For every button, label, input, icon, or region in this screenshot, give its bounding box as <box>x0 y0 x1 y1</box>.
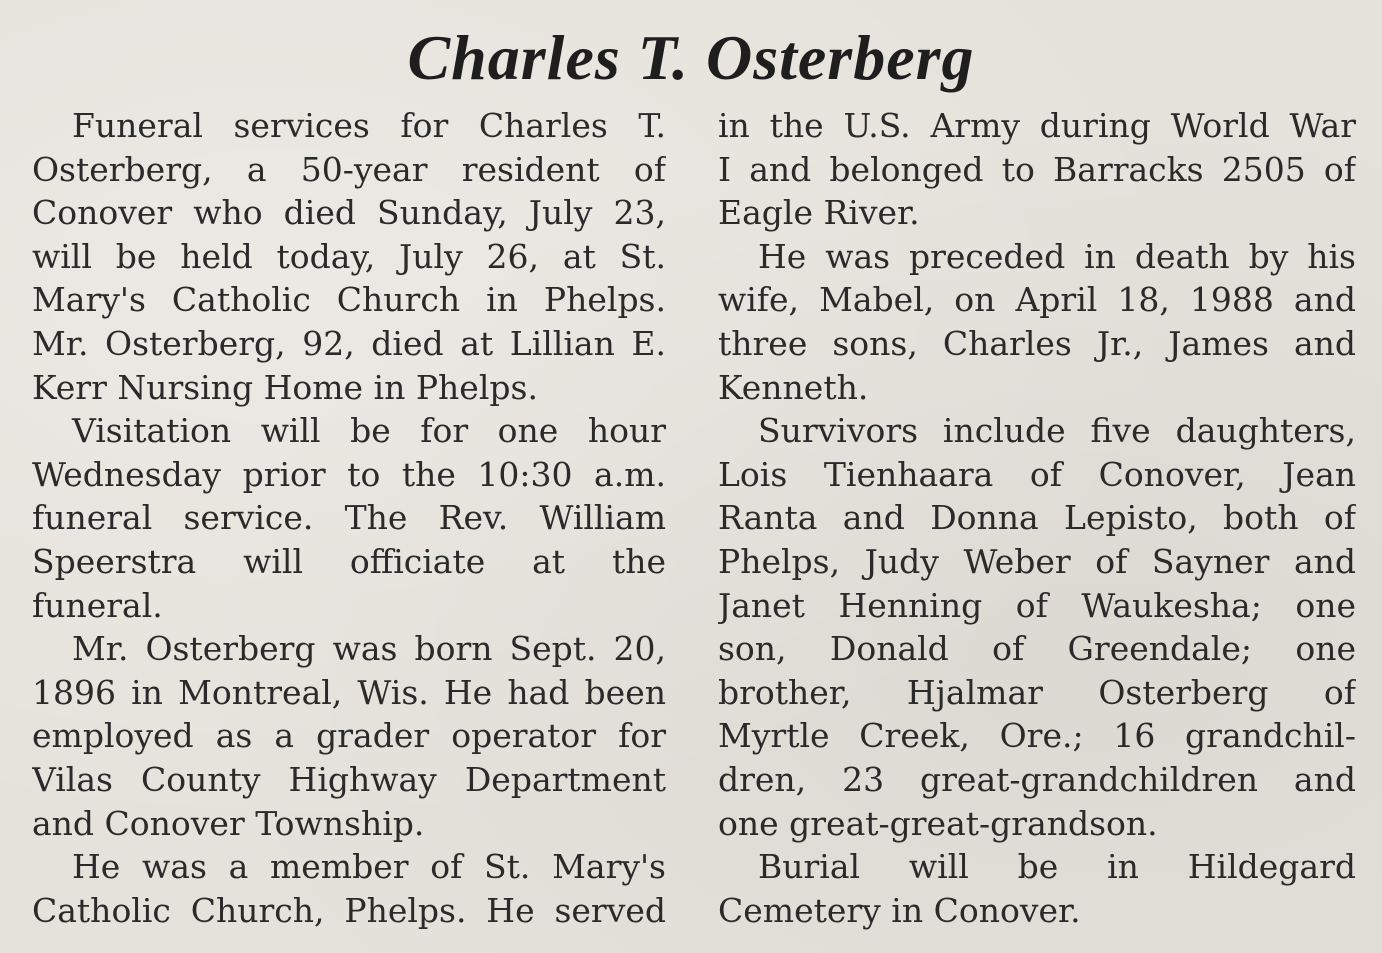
left-column-line: 1896 in Montreal, Wis. He had been <box>32 672 666 712</box>
right-column-line: dren, 23 great-grandchildren and <box>718 759 1356 799</box>
left-column-line: Mary's Catholic Church in Phelps. <box>32 280 666 320</box>
left-column-line: Osterberg, a 50-year resident of <box>32 149 666 189</box>
right-column-line: Burial will be in Hildegard <box>758 847 1356 887</box>
left-column-line: Kerr Nursing Home in Phelps. <box>32 367 538 407</box>
right-column-line: Ranta and Donna Lepisto, both of <box>718 498 1356 538</box>
right-column-line: Myrtle Creek, Ore.; 16 grandchil- <box>718 716 1356 756</box>
right-column <box>718 104 1356 932</box>
right-column-line: three sons, Charles Jr., James and <box>718 323 1356 363</box>
left-column-line: Visitation will be for one hour <box>72 411 666 451</box>
right-column-line: one great-great-grandson. <box>718 803 1158 843</box>
right-column-line: son, Donald of Greendale; one <box>718 629 1356 669</box>
left-column-line: and Conover Township. <box>32 803 425 843</box>
left-column-line: will be held today, July 26, at St. <box>32 236 666 276</box>
right-column-line: brother, Hjalmar Osterberg of <box>718 672 1356 712</box>
left-column-line: Speerstra will officiate at the <box>32 541 666 581</box>
left-column-line: funeral. <box>32 585 163 625</box>
left-column-line: Mr. Osterberg was born Sept. 20, <box>72 629 666 669</box>
left-column-line: Mr. Osterberg, 92, died at Lillian E. <box>32 323 666 363</box>
left-column-line: funeral service. The Rev. William <box>32 498 666 538</box>
left-column <box>32 104 666 932</box>
right-column-line: wife, Mabel, on April 18, 1988 and <box>718 280 1356 320</box>
right-column-line: Kenneth. <box>718 367 869 407</box>
right-column-line: Phelps, Judy Weber of Sayner and <box>718 541 1356 581</box>
right-column-line: Survivors include five daughters, <box>758 411 1356 451</box>
left-column-line: Vilas County Highway Department <box>32 759 666 799</box>
right-column-line: Lois Tienhaara of Conover, Jean <box>718 454 1356 494</box>
left-column-line: Conover who died Sunday, July 23, <box>32 193 666 233</box>
left-column-line: Catholic Church, Phelps. He served <box>32 890 666 930</box>
left-column-line: employed as a grader operator for <box>32 716 666 756</box>
right-column-line: Cemetery in Conover. <box>718 890 1081 930</box>
obituary-title: Charles T. Osterberg <box>407 22 975 93</box>
left-column-line: He was a member of St. Mary's <box>72 847 666 887</box>
right-column-line: Eagle River. <box>718 193 920 233</box>
right-column-line: in the U.S. Army during World War <box>718 106 1356 145</box>
left-column-line: Funeral services for Charles T. <box>72 106 666 145</box>
left-column-line: Wednesday prior to the 10:30 a.m. <box>32 454 666 494</box>
right-column-line: I and belonged to Barracks 2505 of <box>718 149 1356 189</box>
right-column-line: Janet Henning of Waukesha; one <box>718 585 1356 625</box>
right-column-line: He was preceded in death by his <box>758 236 1356 276</box>
